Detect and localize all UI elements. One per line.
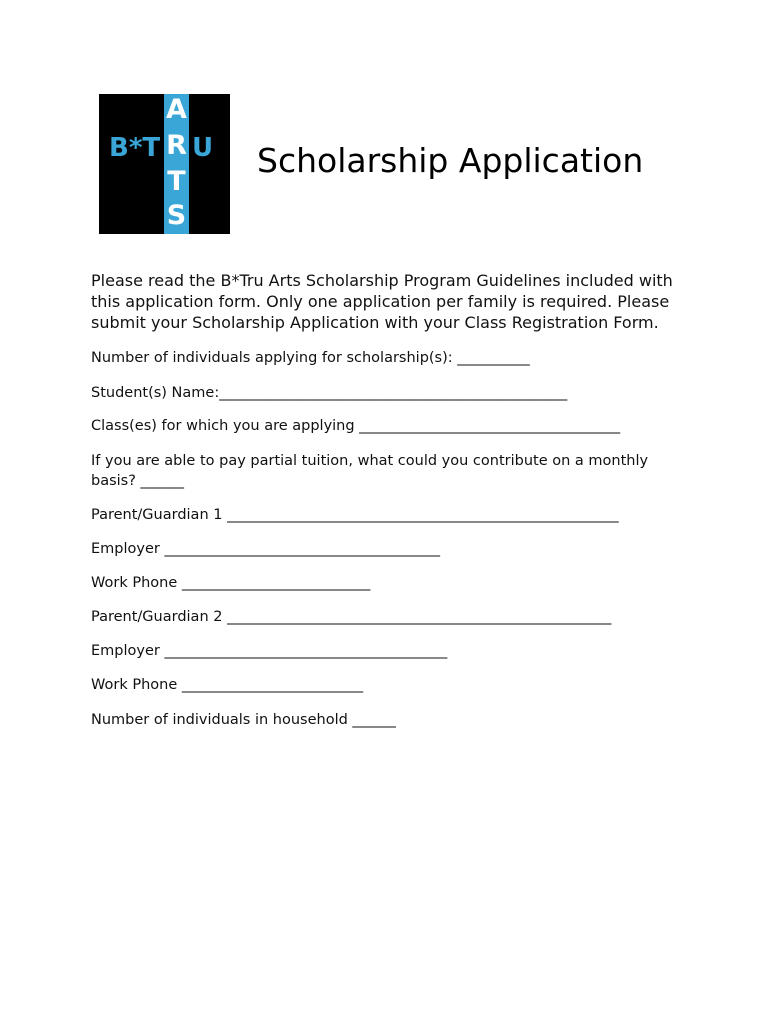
- classes-field[interactable]: Class(es) for which you are applying ____________________________________: [91, 418, 621, 434]
- students-name-field[interactable]: Student(s) Name:________________________________________________: [91, 385, 568, 401]
- partial-tuition-field[interactable]: If you are able to pay partial tuition, what could you contribute on a monthly basis? ______: [91, 453, 649, 489]
- logo-letter-s: S: [166, 200, 187, 231]
- parent-guardian-1-field[interactable]: Parent/Guardian 1 ______________________________________________________: [91, 507, 619, 523]
- work-phone-2-field[interactable]: Work Phone _________________________: [91, 677, 364, 693]
- logo-letter-a: A: [166, 94, 187, 125]
- parent-guardian-2-field[interactable]: Parent/Guardian 2 _____________________________________________________: [91, 609, 612, 625]
- work-phone-1-field[interactable]: Work Phone __________________________: [91, 575, 371, 591]
- btru-arts-logo: [99, 94, 230, 234]
- employer-1-field[interactable]: Employer ______________________________________: [91, 541, 440, 557]
- num-applying-field[interactable]: Number of individuals applying for scholarship(s): __________: [91, 350, 530, 366]
- logo-left-text: B*T: [109, 133, 161, 163]
- intro-paragraph: Please read the B*Tru Arts Scholarship Program Guidelines included with this application form. Only one application per family is required. Please submit your Scholarship Application with your Class Registration Form.: [91, 271, 673, 332]
- logo-right-text: U: [192, 133, 214, 163]
- page-title: Scholarship Application: [257, 141, 644, 180]
- household-count-field[interactable]: Number of individuals in household ______: [91, 712, 396, 728]
- logo-letter-t: T: [167, 166, 186, 197]
- employer-2-field[interactable]: Employer _______________________________________: [91, 643, 448, 659]
- logo-letter-r: R: [166, 130, 187, 161]
